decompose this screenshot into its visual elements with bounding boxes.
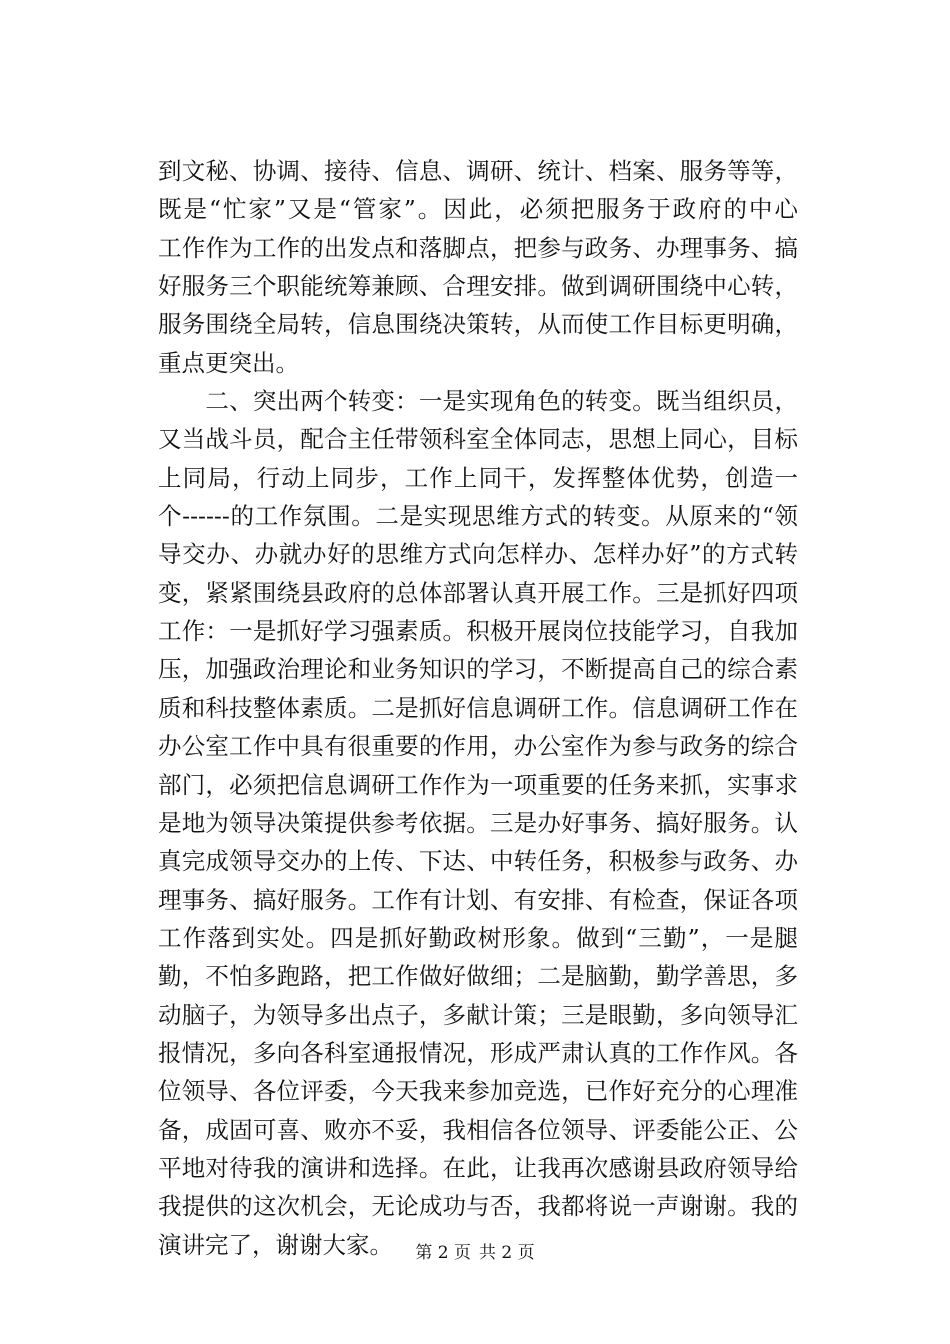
text-line: 重点更突出。 [158,348,299,377]
text-line: 工作：一是抓好学习强素质。积极开展岗位技能学习，自我加 [158,617,798,646]
text-line: 既是“忙家”又是“管家”。因此，必须把服务于政府的中心 [158,195,798,224]
text-line: 上同局，行动上同步，工作上同干，发挥整体优势，创造一 [158,463,798,492]
text-line: 好服务三个职能统筹兼顾、合理安排。做到调研围绕中心转， [158,272,798,301]
text-line: 真完成领导交办的上传、下达、中转任务，积极参与政务、办 [158,847,798,876]
text-line: 部门，必须把信息调研工作作为一项重要的任务来抓，实事求 [158,770,798,799]
page-footer [0,1242,950,1264]
text-line: 理事务、搞好服务。工作有计划、有安排、有检查，保证各项 [158,885,798,914]
text-line: 勤，不怕多跑路，把工作做好做细；二是脑勤，勤学善思，多 [158,962,798,991]
body-text [158,152,798,1264]
text-line: 二、突出两个转变：一是实现角色的转变。既当组织员， [158,387,798,416]
page-number: 第 2 页 [415,1243,471,1263]
text-line: 报情况，多向各科室通报情况，形成严肃认真的工作作风。各 [158,1038,798,1067]
text-line: 导交办、办就办好的思维方式向怎样办、怎样办好”的方式转 [158,540,798,569]
text-line: 工作作为工作的出发点和落脚点，把参与政务、办理事务、搞 [158,233,798,262]
text-line: 变，紧紧围绕县政府的总体部署认真开展工作。三是抓好四项 [158,578,798,607]
text-line: 质和科技整体素质。二是抓好信息调研工作。信息调研工作在 [158,693,798,722]
text-line: 备，成固可喜、败亦不妥，我相信各位领导、评委能公正、公 [158,1115,798,1144]
page-total: 共 2 页 [479,1243,535,1263]
text-line: 又当战斗员，配合主任带领科室全体同志，思想上同心，目标 [158,425,798,454]
text-line: 到文秘、协调、接待、信息、调研、统计、档案、服务等等， [158,157,798,185]
text-line: 平地对待我的演讲和选择。在此，让我再次感谢县政府领导给 [158,1153,798,1182]
text-line: 工作落到实处。四是抓好勤政树形象。做到“三勤”，一是腿 [158,923,798,952]
text-line: 服务围绕全局转，信息围绕决策转，从而使工作目标更明确， [158,310,798,339]
text-line: 个------的工作氛围。二是实现思维方式的转变。从原来的“领 [158,502,798,531]
text-line: 办公室工作中具有很重要的作用，办公室作为参与政务的综合 [158,732,798,761]
text-line: 我提供的这次机会，无论成功与否，我都将说一声谢谢。我的 [158,1192,798,1221]
text-line: 动脑子，为领导多出点子，多献计策；三是眼勤，多向领导汇 [158,1000,798,1029]
text-line: 是地为领导决策提供参考依据。三是办好事务、搞好服务。认 [158,808,798,837]
text-line: 演讲完了，谢谢大家。 [158,1230,393,1259]
text-line: 压，加强政治理论和业务知识的学习，不断提高自己的综合素 [158,655,798,684]
text-line: 位领导、各位评委，今天我来参加竞选，已作好充分的心理准 [158,1077,798,1106]
